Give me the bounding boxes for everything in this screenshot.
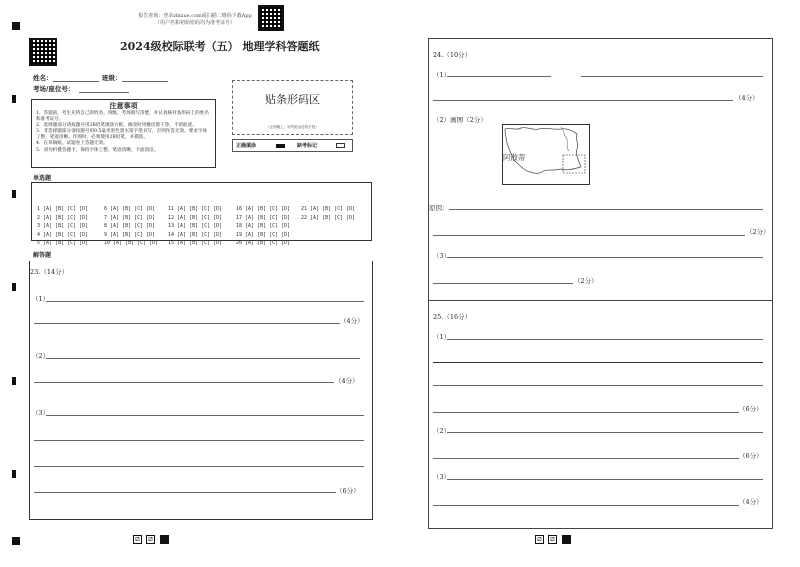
q23-part3-line[interactable] — [34, 440, 364, 441]
notes-box — [31, 99, 216, 168]
q24-reason-line[interactable] — [449, 209, 763, 210]
page-check-icon: ⧄ — [133, 535, 142, 544]
name-field[interactable] — [53, 81, 99, 82]
q24-part1-score: （4分） — [735, 94, 759, 102]
q24-part1-label: （1） — [433, 71, 451, 79]
q25-part1-line[interactable] — [433, 412, 739, 413]
q23-part2-score: （4分） — [335, 377, 359, 385]
note-item: 4．在草稿纸、试题卷上答题无效。 — [36, 141, 108, 147]
q24-part3-line[interactable] — [447, 257, 763, 258]
alignment-mark — [12, 190, 16, 198]
single-choice-label: 单选题 — [33, 175, 52, 182]
seat-field[interactable] — [79, 92, 129, 93]
seat-label: 考场/座位号： — [33, 85, 75, 93]
sheet-qr-code — [29, 38, 57, 66]
page-check-icon: ⧄ — [548, 535, 557, 544]
q25-part2-line[interactable] — [433, 458, 739, 459]
q24-reason-label: 原因： — [429, 204, 449, 212]
q24-part1-line[interactable] — [581, 76, 763, 77]
q25-part2-line[interactable] — [447, 432, 763, 433]
q24-part1-line[interactable] — [433, 100, 733, 101]
fill-sample-box — [232, 139, 353, 152]
q23-part3-score: （6分） — [336, 487, 360, 495]
answer-section-label: 解答题 — [33, 252, 52, 259]
right-page-frame — [428, 38, 773, 529]
q23-part3-line[interactable] — [34, 466, 364, 467]
correct-fill-label: 正确填涂 — [236, 143, 257, 149]
alignment-mark — [12, 470, 16, 478]
choice-column[interactable]: 21 [A] [B] [C] [D] 22 [A] [B] [C] [D] — [301, 206, 356, 221]
page-check-icon: ⧄ — [146, 535, 155, 544]
q23-box — [29, 261, 373, 520]
class-field[interactable] — [122, 81, 168, 82]
missing-mark-label: 缺考标记 — [297, 143, 318, 149]
q25-part1-line[interactable] — [433, 385, 763, 386]
q25-part3-line[interactable] — [447, 479, 763, 480]
q24-part3-line[interactable] — [433, 283, 573, 284]
page-check-icon: ⧄ — [535, 535, 544, 544]
q23-part3-line[interactable] — [34, 492, 336, 493]
note-item: 2．选择题部分请按题号用2B铅笔填涂方框，修改时用橡皮擦干净，不留痕迹。 — [36, 123, 197, 129]
map-region-label: 阿散蒂 — [503, 153, 526, 162]
q23-part2-label: （2） — [32, 352, 50, 360]
q24-title: 24.（10分） — [433, 51, 472, 59]
choice-column[interactable]: 16 [A] [B] [C] [D] 17 [A] [B] [C] [D] 18 [A] [B] [C] [D] 19 [A] [B] [C] [D] 20 [A] [B] [C] [D] — [236, 206, 291, 246]
q23-part3-label: （3） — [32, 409, 50, 417]
barcode-area — [232, 80, 353, 135]
q25-part3-line[interactable] — [433, 505, 739, 506]
note-item: 3．非选择题部分请按题号用0.5毫米黑色墨水签字笔书写，否则作答无效。要求字体工整、笔迹清晰。作图时，必须使用2B铅笔，并描浓。 — [36, 129, 208, 141]
q25-part3-label: （3） — [433, 473, 451, 481]
q23-part2-line[interactable] — [46, 358, 360, 359]
choice-column[interactable]: 1 [A] [B] [C] [D] 2 [A] [B] [C] [D] 3 [A] [B] [C] [D] 4 [A] [B] [C] [D] 5 [A] [B] [C] [D] — [37, 206, 89, 246]
q23-part3-line[interactable] — [46, 415, 364, 416]
barcode-title: 贴条形码区 — [265, 93, 320, 106]
note-item: 5．请勿折叠答题卡，保持字体工整、笔迹清晰、卡面清洁。 — [36, 147, 159, 153]
barcode-hint: （正面朝上，切勿贴出虚线方框） — [266, 125, 319, 129]
q23-part2-line[interactable] — [34, 382, 334, 383]
alignment-mark — [12, 22, 20, 30]
q24-part2-label: （2）画图（2分） — [433, 116, 487, 124]
q24-part1-line[interactable] — [447, 76, 551, 77]
alignment-mark — [12, 95, 16, 103]
section-divider — [429, 300, 772, 301]
app-qr-code[interactable] — [258, 5, 284, 31]
choice-column[interactable]: 11 [A] [B] [C] [D] 12 [A] [B] [C] [D] 13 [A] [B] [C] [D] 14 [A] [B] [C] [D] 15 [A] [B] [C] [D] — [168, 206, 223, 246]
missing-mark-checkbox[interactable] — [336, 143, 345, 148]
page-title: 2024级校际联考（五） 地理学科答题纸 — [120, 40, 320, 53]
page-mark-icon — [160, 535, 169, 544]
class-label: 班级： — [102, 74, 122, 82]
q24-reason-score: （2分） — [746, 228, 770, 236]
q25-part3-score: （4分） — [739, 498, 763, 506]
report-notice: 报告查询：登录zhixue.com或扫描二维码下载App （用户名和初始密码均为准考证号） — [138, 13, 252, 26]
correct-fill-sample-icon — [276, 144, 285, 148]
q24-reason-line[interactable] — [433, 235, 745, 236]
alignment-mark — [12, 377, 16, 385]
q25-part1-score: （6分） — [739, 405, 763, 413]
choice-column[interactable]: 6 [A] [B] [C] [D] 7 [A] [B] [C] [D] 8 [A] [B] [C] [D] 9 [A] [B] [C] [D] 10 [A] [B] [C] [D] — [104, 206, 159, 246]
q25-part2-score: （6分） — [739, 452, 763, 460]
q24-part3-label: （3） — [433, 252, 451, 260]
page-mark-icon — [562, 535, 571, 544]
q25-part2-label: （2） — [433, 427, 451, 435]
notes-title: 注意事项 — [109, 101, 138, 110]
single-choice-box — [31, 182, 372, 246]
q25-title: 25.（16分） — [433, 313, 472, 321]
name-label: 姓名： — [33, 74, 53, 82]
q23-part1-line[interactable] — [46, 301, 364, 302]
q23-part1-line[interactable] — [34, 323, 340, 324]
q25-part1-line[interactable] — [433, 362, 763, 363]
q23-part1-label: （1） — [32, 295, 50, 303]
alignment-mark — [12, 283, 16, 291]
alignment-mark — [12, 537, 20, 545]
note-item: 1．答题前，考生先将自己的姓名、班级、考场填写清楚，并认真核对条形码上的姓名和准考证号。 — [36, 111, 209, 123]
q23-title: 23.（14分） — [30, 268, 69, 276]
q24-part3-score: （2分） — [574, 277, 598, 285]
map-drawing-area[interactable] — [502, 124, 590, 185]
q23-part1-score: （4分） — [340, 317, 364, 325]
q25-part1-label: （1） — [433, 333, 451, 341]
q25-part1-line[interactable] — [447, 339, 763, 340]
